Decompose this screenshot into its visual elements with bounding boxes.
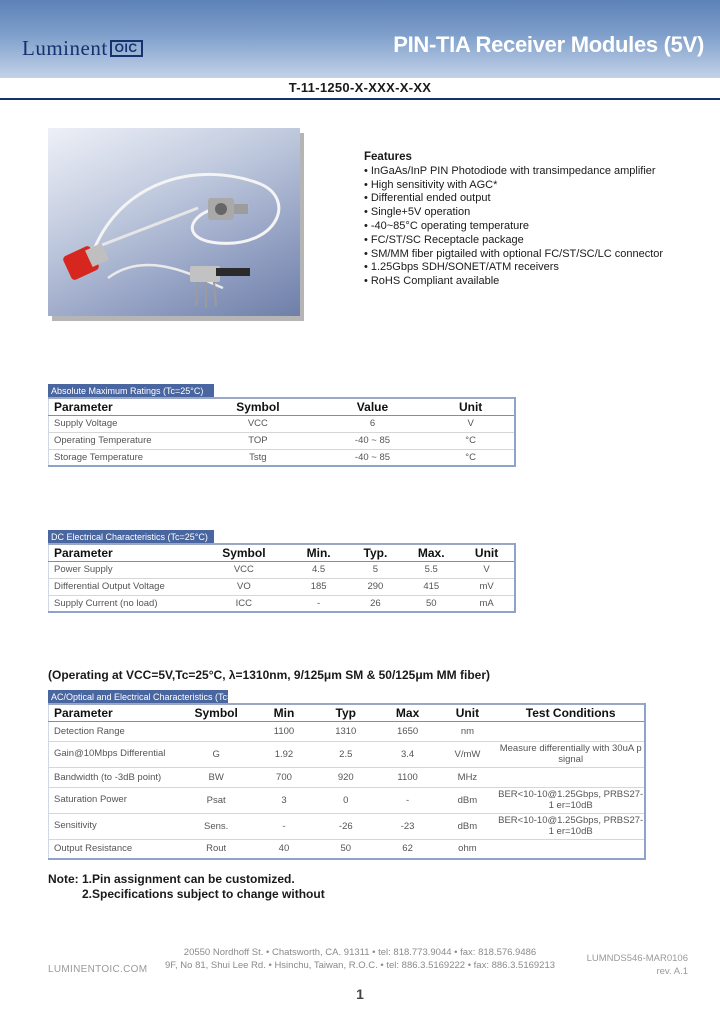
table-cell: Power Supply [49,561,199,578]
note-line-1: Note: 1.Pin assignment can be customized. [48,872,295,886]
column-header: Min. [290,544,348,561]
table-cell: BW [178,767,254,787]
column-header: Test Conditions [497,704,645,721]
table-cell: MHz [438,767,498,787]
table-row [49,839,646,859]
table-cell [497,767,645,787]
features-items [364,165,704,289]
table-cell: Sens. [178,813,254,839]
feature-item: • High sensitivity with AGC* [364,178,498,191]
table-cell: VCC [198,561,290,578]
ac-table [48,703,646,860]
feature-item: • 1.25Gbps SDH/SONET/ATM receivers [364,261,559,274]
table-cell: -23 [378,813,438,839]
table-cell: nm [438,721,498,741]
table-cell: 1310 [314,721,378,741]
table-cell: 40 [254,839,314,859]
website-text: LUMINENTOIC.COM [48,964,148,975]
table-cell: °C [427,449,515,466]
table-cell: ohm [438,839,498,859]
column-header: Value [318,398,428,415]
table-row [49,415,516,432]
dc-table [48,543,516,613]
company-address [150,946,570,972]
table-cell: 185 [290,578,348,595]
table-cell: Psat [178,787,254,813]
table-cell: Storage Temperature [49,449,199,466]
table-cell: 2.5 [314,741,378,767]
table-cell: Rout [178,839,254,859]
table-cell: BER<10-10@1.25Gbps, PRBS27-1 er=10dB [498,815,644,837]
table-cell: -40 ~ 85 [318,449,428,466]
table-cell: TOP [198,432,318,449]
table-cell: Gain@10Mbps Differential [49,741,179,767]
column-header: Parameter [49,704,179,721]
table-row [49,741,646,767]
logo-text: Luminent [22,36,108,60]
table-cell: 5.5 [403,561,459,578]
operating-condition: (Operating at VCC=5V,Tc=25°C, λ=1310nm, 9/125μm SM & 50/125μm MM fiber) [48,668,490,682]
table-cell: 290 [348,578,404,595]
column-header: Symbol [178,704,254,721]
table-cell: 50 [314,839,378,859]
address-line-2: 9F, No 81, Shui Lee Rd. • Hsinchu, Taiwan, R.O.C. • tel: 886.3.5169222 • fax: 886.3.5169213 [164,960,556,971]
abs-max-table [48,397,516,467]
table-cell: Sensitivity [49,813,179,839]
part-number: T-11-1250-X-XXX-X-XX [288,80,432,95]
feature-item: • InGaAs/InP PIN Photodiode with transimpedance amplifier [364,164,656,177]
table-cell: Tstg [198,449,318,466]
feature-item: • SM/MM fiber pigtailed with optional FC/ST/SC/LC connector [364,247,664,260]
column-header: Parameter [49,398,199,415]
table-row [49,595,516,612]
table-cell: mA [459,595,515,612]
page-number: 1 [356,986,364,1002]
table-cell: 26 [348,595,404,612]
table-cell: - [254,813,314,839]
table-cell: 5 [348,561,404,578]
ac-title: AC/Optical and Electrical Characteristics (Tc=25°C) [48,690,228,704]
table-cell: 1100 [254,721,314,741]
table-cell: 0 [314,787,378,813]
column-header: Unit [438,704,498,721]
column-header: Symbol [198,398,318,415]
table-header-row [49,704,646,721]
table-row [49,432,516,449]
table-row [49,561,516,578]
address-line-1: 20550 Nordhoff St. • Chatsworth, CA. 91311 • tel: 818.773.9044 • fax: 818.576.9486 [183,947,537,958]
table-row [49,578,516,595]
column-header: Unit [427,398,515,415]
features-list [364,151,704,289]
table-cell: Output Resistance [49,839,179,859]
product-photo [48,128,300,316]
table-cell: 700 [254,767,314,787]
table-cell: Supply Voltage [49,415,199,432]
table-cell: 1.92 [254,741,314,767]
table-cell: 3 [254,787,314,813]
table-cell: 415 [403,578,459,595]
table-cell: 50 [403,595,459,612]
table-cell: VCC [198,415,318,432]
table-cell: 62 [378,839,438,859]
document-title: PIN-TIA Receiver Modules (5V) [393,32,704,57]
features-heading: Features [364,151,412,163]
dc-title: DC Electrical Characteristics (Tc=25°C) [48,530,214,544]
table-cell [497,839,645,859]
table-header-row [49,398,516,415]
column-header: Max [378,704,438,721]
table-cell: Measure differentially with 30uA p signal [497,741,645,767]
logo-badge: OIC [110,40,143,57]
doc-code: LUMNDS546-MAR0106 [586,953,688,964]
table-cell: dBm [438,813,498,839]
column-header: Symbol [198,544,290,561]
table-row [49,787,646,813]
table-cell: - [290,595,348,612]
column-header: Typ [314,704,378,721]
table-row [49,813,646,839]
receiver-module-illustration [48,128,300,316]
document-code [587,952,688,978]
table-cell: Bandwidth (to -3dB point) [49,767,179,787]
table-cell: V [427,415,515,432]
feature-item: • Differential ended output [364,192,491,205]
note-line-2: 2.Specifications subject to change without [82,887,325,901]
table-cell: - [378,787,438,813]
abs-max-title: Absolute Maximum Ratings (Tc=25°C) [48,384,214,398]
revision: rev. A.1 [656,966,688,977]
column-header: Max. [403,544,459,561]
table-cell: 920 [314,767,378,787]
feature-item: • RoHS Compliant available [364,275,500,288]
table-row [49,767,646,787]
table-cell: Differential Output Voltage [49,578,199,595]
column-header: Parameter [49,544,199,561]
table-cell: VO [198,578,290,595]
table-header-row [49,544,516,561]
table-cell [178,721,254,741]
table-cell: -40 ~ 85 [318,432,428,449]
table-cell: 4.5 [290,561,348,578]
table-cell: ICC [198,595,290,612]
table-cell: °C [427,432,515,449]
table-row [49,721,646,741]
table-cell: BER<10-10@1.25Gbps, PRBS27-1 er=10dB [498,789,644,811]
table-cell: Saturation Power [49,787,179,813]
table-cell: 6 [318,415,428,432]
table-cell: Detection Range [49,721,179,741]
table-cell: G [178,741,254,767]
table-cell: -26 [314,813,378,839]
feature-item: • -40~85°C operating temperature [364,219,530,232]
table-cell: Operating Temperature [49,432,199,449]
table-row [49,449,516,466]
column-header: Unit [459,544,515,561]
column-header: Typ. [348,544,404,561]
table-cell: V [459,561,515,578]
table-cell: Supply Current (no load) [49,595,199,612]
table-cell: mV [459,578,515,595]
table-cell [497,721,645,741]
column-header: Min [254,704,314,721]
feature-item: • Single+5V operation [364,206,471,219]
feature-item: • FC/ST/SC Receptacle package [364,233,524,246]
table-cell: 1650 [378,721,438,741]
table-cell: 3.4 [378,741,438,767]
luminent-logo [22,36,143,61]
notes [48,872,325,902]
table-cell: V/mW [438,741,498,767]
table-cell: 1100 [378,767,438,787]
table-cell: dBm [438,787,498,813]
